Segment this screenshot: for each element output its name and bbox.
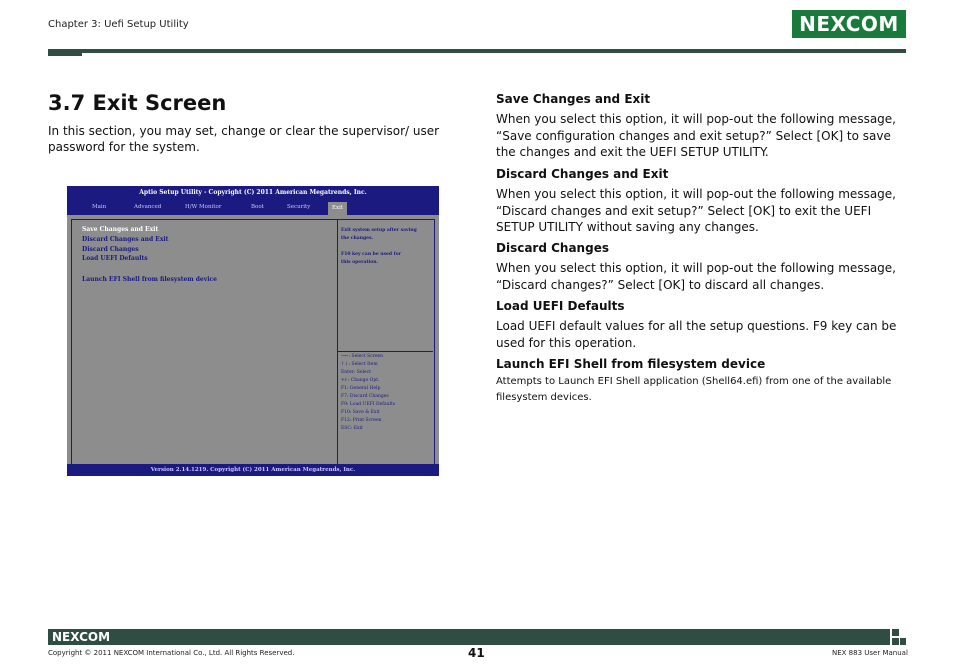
section-discard bbox=[496, 241, 906, 293]
bios-menu-exit: Exit bbox=[328, 202, 347, 215]
section-heading: Discard Changes bbox=[496, 241, 609, 255]
bios-key-line: F9: Load UEFI Defaults bbox=[341, 402, 396, 407]
section-text: Attempts to Launch EFI Shell application (Shell64.efi) from one of the available filesystem devices. bbox=[496, 376, 892, 403]
bios-key-line: →←: Select Screen bbox=[341, 354, 384, 359]
logo-text: NEXCOM bbox=[799, 12, 899, 36]
bios-key-line: F12: Print Screen bbox=[341, 418, 382, 423]
bios-divider-h bbox=[337, 351, 433, 352]
bios-key-line: +/-: Change Opt. bbox=[341, 378, 380, 383]
section-text: When you select this option, it will pop-out the following message, “Discard changes?” Select [OK] to discard all changes. bbox=[496, 261, 896, 292]
footer-ornament bbox=[892, 638, 899, 645]
bios-item: Discard Changes and Exit bbox=[82, 236, 169, 243]
bios-key-line: F1: General Help bbox=[341, 386, 381, 391]
bios-menu-main: Main bbox=[92, 204, 107, 210]
section-save-exit bbox=[496, 92, 906, 161]
section-heading: Launch EFI Shell from filesystem device bbox=[496, 357, 766, 371]
bios-item: Discard Changes bbox=[82, 246, 139, 253]
section-heading: Discard Changes and Exit bbox=[496, 167, 669, 181]
footer-ornament bbox=[900, 638, 906, 645]
bios-screenshot bbox=[67, 186, 439, 476]
manual-title: NEX 883 User Manual bbox=[832, 649, 908, 657]
bios-menu-bar bbox=[67, 200, 439, 215]
header-rule bbox=[48, 49, 906, 53]
chapter-label: Chapter 3: Uefi Setup Utility bbox=[48, 19, 189, 30]
bios-help-line: this operation. bbox=[341, 260, 379, 265]
bios-key-line: ↑↓: Select Item bbox=[341, 362, 378, 367]
section-text: When you select this option, it will pop-out the following message, “Discard changes and exit setup?” Select [OK] to exit the UEFI SETUP UTILITY without saving any changes. bbox=[496, 187, 896, 234]
bios-key-line: Enter: Select bbox=[341, 370, 371, 375]
bios-item: Save Changes and Exit bbox=[82, 226, 159, 233]
bios-menu-advanced: Advanced bbox=[134, 204, 162, 210]
bios-item: Launch EFI Shell from filesystem device bbox=[82, 276, 217, 283]
page-number: 41 bbox=[468, 646, 485, 660]
footer-bar bbox=[48, 629, 890, 645]
bios-bottom-bar: Version 2.14.1219. Copyright (C) 2011 American Megatrends, Inc. bbox=[67, 464, 439, 476]
section-text: Load UEFI default values for all the setup questions. F9 key can be used for this operation. bbox=[496, 319, 897, 350]
bios-key-line: F10: Save & Exit bbox=[341, 410, 380, 415]
bios-menu-hw-monitor: H/W Monitor bbox=[185, 204, 222, 210]
bios-divider bbox=[337, 219, 338, 467]
intro-paragraph: In this section, you may set, change or clear the supervisor/ user password for the system. bbox=[48, 124, 440, 154]
bios-help-line: F10 key can be used for bbox=[341, 252, 401, 257]
footer-logo: NEXCOM bbox=[52, 630, 111, 644]
section-launch-shell bbox=[496, 357, 906, 406]
copyright-text: Copyright © 2011 NEXCOM International Co., Ltd. All Rights Reserved. bbox=[48, 649, 295, 657]
section-heading: Load UEFI Defaults bbox=[496, 299, 625, 313]
section-load-defaults bbox=[496, 299, 906, 351]
section-heading: Save Changes and Exit bbox=[496, 92, 651, 106]
section-discard-exit bbox=[496, 167, 906, 236]
bios-help-line: the changes. bbox=[341, 236, 374, 241]
bios-top-bar: Aptio Setup Utility - Copyright (C) 2011 American Megatrends, Inc. bbox=[67, 186, 439, 200]
page-title: 3.7 Exit Screen bbox=[48, 91, 227, 115]
bios-help-line: Exit system setup after saving bbox=[341, 228, 417, 233]
bios-item: Load UEFI Defaults bbox=[82, 255, 148, 262]
nexcom-logo bbox=[792, 10, 906, 38]
footer-ornament bbox=[892, 629, 899, 636]
bios-menu-security: Security bbox=[287, 204, 311, 210]
header-rule-accent bbox=[48, 49, 82, 56]
bios-menu-boot: Boot bbox=[251, 204, 264, 210]
bios-key-line: F7: Discard Changes bbox=[341, 394, 389, 399]
bios-key-line: ESC: Exit bbox=[341, 426, 363, 431]
section-text: When you select this option, it will pop-out the following message, “Save configuration changes and exit setup?” Select [OK] to save the changes and exit the UEFI SETUP UTILITY. bbox=[496, 112, 896, 159]
